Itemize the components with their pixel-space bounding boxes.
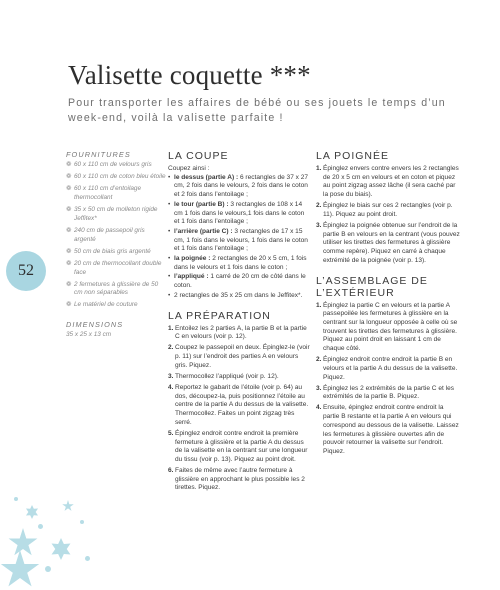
dimensions-heading: DIMENSIONS xyxy=(66,320,124,330)
step-text: Ensuite, épinglez endroit contre endroit la partie B restante et la partie A en velours qui correspond au dessous de la valisette. Laissez les fermetures à glissière ouvertes afin de pouvoir retourner la valisette sur l’endroit. Piquez. xyxy=(323,404,459,455)
step-text: Épinglez le biais sur ces 2 rectangles (voir p. 11). Piquez au point droit. xyxy=(323,202,453,218)
assemblage-step xyxy=(316,302,460,354)
fournitures-list xyxy=(66,161,166,310)
coupe-item-label: la poignée : xyxy=(174,255,211,263)
assemblage-step xyxy=(316,404,460,456)
material-text: 60 x 110 cm de coton bleu étoile xyxy=(74,173,166,181)
material-text: 35 x 50 cm de molleton rigide Jeffitex* xyxy=(74,206,158,222)
coupe-item-label: l’appliqué : xyxy=(174,273,209,281)
material-item xyxy=(66,260,166,277)
material-item xyxy=(66,185,166,202)
poignee-step xyxy=(316,222,460,266)
material-text: 60 x 110 cm d’entoilage thermocollant xyxy=(74,185,142,201)
coupe-intro: Coupez ainsi : xyxy=(168,165,210,172)
flower-bullet-icon: ❁ xyxy=(66,185,72,193)
coupe-heading: LA COUPE xyxy=(168,150,229,162)
step-number: 5. xyxy=(168,429,174,437)
step-number: 6. xyxy=(168,467,174,475)
assemblage-step xyxy=(316,385,460,402)
preparation-step xyxy=(168,467,310,493)
step-text: Épinglez endroit contre endroit la partie B en velours et la partie A du dessus de la valisette. Piquez. xyxy=(323,356,458,381)
flower-bullet-icon: ❁ xyxy=(66,206,72,214)
coupe-item xyxy=(168,228,310,254)
coupe-item xyxy=(168,201,310,227)
step-text: Thermocollez l’appliqué (voir p. 12). xyxy=(175,372,279,380)
coupe-item-text: 1 carré de 20 cm de côté dans le coton. xyxy=(174,273,306,290)
page-subtitle: Pour transporter les affaires de bébé ou ses jouets le temps d’un week-end, voilà la valisette parfaite ! xyxy=(68,97,446,124)
step-text: Épinglez endroit contre endroit la première fermeture à glissière et la partie A du dessus de la valisette en la centrant sur une longueur du tissu (voir p. 13). Piquez au point droit. xyxy=(175,429,308,463)
coupe-item xyxy=(168,292,310,301)
material-item xyxy=(66,206,166,223)
preparation-heading: LA PRÉPARATION xyxy=(168,309,271,322)
step-number: 2. xyxy=(168,344,174,352)
column-left xyxy=(168,150,310,496)
flower-bullet-icon: ❁ xyxy=(66,247,72,255)
flower-bullet-icon: ❁ xyxy=(66,259,72,267)
step-number: 2. xyxy=(316,356,322,364)
step-number: 4. xyxy=(168,383,174,391)
material-item xyxy=(66,173,166,182)
assemblage-step xyxy=(316,356,460,382)
material-text: 50 cm de biais gris argenté xyxy=(74,247,151,255)
flower-bullet-icon: ❁ xyxy=(66,301,72,309)
flower-bullet-icon: ❁ xyxy=(66,161,72,168)
step-text: Reportez le gabarit de l’étoile (voir p. 64) au dos, découpez-la, puis positionnez l’étoile au centre de la partie A du dessus de la valisette. Thermocollez. Faites un point zigzag très serré. xyxy=(175,383,309,426)
step-text: Faites de même avec l’autre fermeture à glissière en approchant le plus possible les 2 tirettes. Piquez. xyxy=(175,467,305,492)
step-text: Coupez le passepoil en deux. Épinglez-le (voir p. 11) sur l’endroit des parties A en velours gris. Piquez. xyxy=(175,344,310,369)
coupe-item-text: 2 rectangles de 35 x 25 cm dans le Jeffitex*. xyxy=(174,291,303,299)
fournitures-heading: FOURNITURES xyxy=(66,150,131,159)
flower-bullet-icon: ❁ xyxy=(66,173,72,181)
material-text: Le matériel de couture xyxy=(74,301,138,309)
coupe-item-text: 2 rectangles de 20 x 5 cm, 1 fois dans le velours et 1 fois dans le coton ; xyxy=(174,255,307,271)
step-number: 2. xyxy=(316,202,322,210)
page-title: Valisette coquette *** xyxy=(68,60,311,90)
material-item xyxy=(66,161,166,170)
dimensions-value: 35 x 25 x 13 cm xyxy=(66,331,112,339)
step-text: Épinglez envers contre envers les 2 rectangles de 20 x 5 cm en velours et en coton et piquez au point zigzag assez lâche (il sera caché par la pose du biais). xyxy=(323,165,459,199)
step-number: 3. xyxy=(316,222,322,229)
coupe-item xyxy=(168,255,310,272)
preparation-step xyxy=(168,373,310,382)
material-text: 2 fermetures à glissière de 50 cm non séparables xyxy=(74,280,159,297)
poignee-steps xyxy=(316,165,460,266)
assemblage-steps xyxy=(316,302,460,457)
step-number: 4. xyxy=(316,404,322,412)
step-text: Épinglez la partie C en velours et la partie A passepoilée les fermetures à glissière en la centrant sur la longueur opposée à celle où se trouvent les tirettes des fermetures à glissière. Piquez au point droit en laissant 1 cm de chaque côté. xyxy=(323,301,458,353)
step-text: Épinglez la poignée obtenue sur l’endroit de la partie B en velours en la centrant (vous pouvez utiliser les tirettes des fermetures à glissière comme repère). Piquez en carré à chaque extrémité de la poignée (voir p. 13). xyxy=(323,222,460,264)
flower-bullet-icon: ❁ xyxy=(66,280,72,288)
preparation-step xyxy=(168,384,310,428)
material-text: 20 cm de thermocollant double face xyxy=(74,259,162,276)
coupe-item-label: l’arrière (partie C) : xyxy=(174,227,233,235)
page-number: 52 xyxy=(18,262,34,279)
poignee-step xyxy=(316,202,460,219)
assemblage-heading: L’ASSEMBLAGE DE L’EXTÉRIEUR xyxy=(316,274,428,299)
coupe-item-text: 6 rectangles de 37 x 27 cm, 2 fois dans le velours, 2 fois dans le coton et 2 fois dans l’entoilage ; xyxy=(174,173,309,199)
coupe-item xyxy=(168,174,310,200)
materials-sidebar xyxy=(66,150,166,338)
step-text: Entoilez les 2 parties A, la partie B et la partie C en velours (voir p. 12). xyxy=(175,324,307,341)
step-text: Épinglez les 2 extrémités de la partie C et les extrémités de la partie B. Piquez. xyxy=(323,384,455,401)
preparation-step xyxy=(168,430,310,465)
coupe-item-text: 3 rectangles de 17 x 15 cm, 1 fois dans le velours, 1 fois dans le coton et 1 fois dans l’entoilage ; xyxy=(174,227,308,253)
coupe-item xyxy=(168,273,310,290)
preparation-step xyxy=(168,325,310,342)
material-item xyxy=(66,281,166,298)
material-text: 240 cm de passepoil gris argenté xyxy=(74,226,145,243)
coupe-list xyxy=(168,174,310,301)
step-number: 1. xyxy=(316,301,322,309)
coupe-item-text: 3 rectangles de 108 x 14 cm 1 fois dans le velours,1 fois dans le coton et 1 fois dans l’entoilage ; xyxy=(174,200,305,226)
column-right xyxy=(316,150,460,459)
flower-bullet-icon: ❁ xyxy=(66,226,72,234)
material-text: 60 x 110 cm de velours gris xyxy=(74,161,152,168)
preparation-step xyxy=(168,344,310,370)
step-number: 3. xyxy=(316,384,322,392)
poignee-heading: LA POIGNÉE xyxy=(316,150,390,162)
material-item xyxy=(66,248,166,257)
coupe-item-label: le dessus (partie A) : xyxy=(174,173,239,181)
material-item xyxy=(66,301,166,310)
step-number: 1. xyxy=(316,165,322,172)
step-number: 3. xyxy=(168,372,174,380)
poignee-step xyxy=(316,165,460,200)
coupe-item-label: le tour (partie B) : xyxy=(174,200,229,208)
step-number: 1. xyxy=(168,324,174,332)
material-item xyxy=(66,227,166,244)
preparation-steps xyxy=(168,325,310,494)
